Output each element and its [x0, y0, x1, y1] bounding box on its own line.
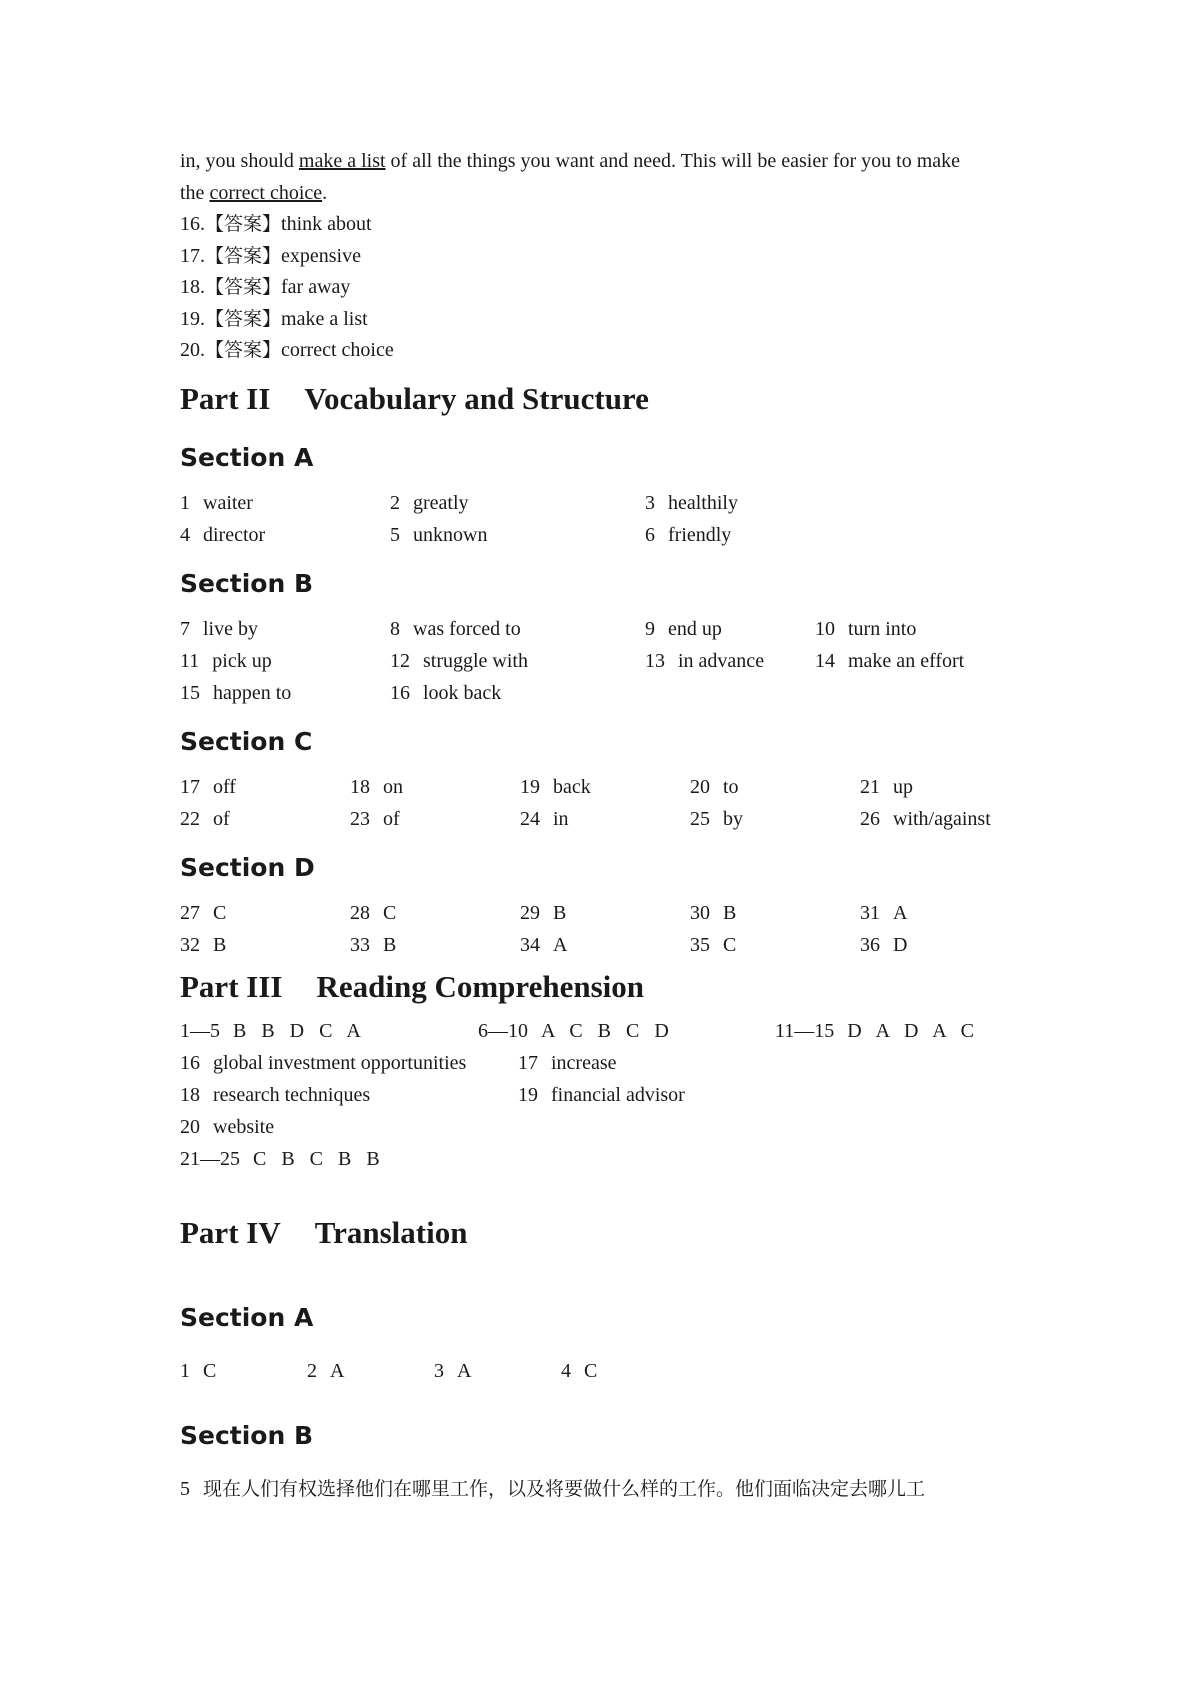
section-heading: Section C	[180, 726, 313, 756]
item-answer: global investment opportunities	[213, 1051, 467, 1074]
grid-item	[180, 897, 226, 929]
item-answer: up	[893, 775, 913, 798]
answer-line	[180, 335, 1020, 367]
grid-item	[390, 613, 521, 645]
item-number: 6	[645, 523, 655, 546]
item-number: 26	[860, 807, 880, 830]
grid-item	[390, 645, 528, 677]
item-answer: website	[213, 1115, 275, 1138]
grid-item	[180, 1473, 925, 1505]
section-c-grid	[180, 771, 1020, 835]
item-number: 9	[645, 617, 655, 640]
grid-item	[180, 1143, 380, 1175]
item-answer: of	[213, 807, 230, 830]
grid-item	[180, 1015, 361, 1047]
item-answer: waiter	[203, 491, 253, 514]
grid-item	[690, 929, 736, 961]
item-answer: friendly	[668, 523, 732, 546]
grid-item	[518, 1047, 617, 1079]
item-number: 6—10	[478, 1019, 528, 1042]
grid-row	[180, 897, 1020, 929]
intro-paragraph	[180, 145, 1020, 209]
item-number: 18	[180, 1083, 200, 1106]
item-answer: A	[330, 1359, 345, 1382]
grid-item	[520, 897, 566, 929]
item-answer: live by	[203, 617, 258, 640]
item-answer: by	[723, 807, 743, 830]
item-answer: B	[553, 901, 567, 924]
item-number: 5	[390, 523, 400, 546]
item-number: 1—5	[180, 1019, 220, 1042]
grid-item	[860, 803, 991, 835]
grid-item	[775, 1015, 974, 1047]
part-heading	[180, 967, 1020, 1007]
item-answer: C	[723, 933, 737, 956]
item-number: 25	[690, 807, 710, 830]
item-number: 11	[180, 649, 200, 672]
answers-list	[180, 209, 1020, 367]
item-answer: D A D A C	[847, 1019, 974, 1042]
grid-item	[520, 929, 567, 961]
item-answer: unknown	[413, 523, 488, 546]
underlined-phrase: correct choice	[209, 182, 323, 204]
grid-item	[434, 1355, 471, 1387]
grid-item	[860, 897, 907, 929]
item-number: 2	[307, 1359, 317, 1382]
item-answer: of	[383, 807, 400, 830]
section-heading: Section D	[180, 852, 315, 882]
item-answer: in advance	[678, 649, 765, 672]
grid-item	[350, 803, 400, 835]
grid-row	[180, 645, 1020, 677]
item-number: 32	[180, 933, 200, 956]
grid-item	[561, 1355, 597, 1387]
answer-number: 16.	[180, 213, 205, 235]
item-number: 17	[518, 1051, 538, 1074]
item-answer: was forced to	[413, 617, 521, 640]
grid-item	[350, 929, 396, 961]
item-answer: D	[893, 933, 908, 956]
item-number: 16	[390, 681, 410, 704]
grid-item	[180, 1355, 216, 1387]
part-heading	[180, 379, 1020, 419]
item-number: 28	[350, 901, 370, 924]
part-number: Part II	[180, 380, 271, 416]
item-answer: healthily	[668, 491, 738, 514]
item-number: 5	[180, 1477, 190, 1500]
item-number: 33	[350, 933, 370, 956]
section-b-grid	[180, 613, 1020, 709]
item-number: 2	[390, 491, 400, 514]
item-answer: B	[383, 933, 397, 956]
grid-item	[860, 929, 907, 961]
item-answer: C	[203, 1359, 217, 1382]
intro-text: the	[180, 182, 210, 204]
grid-item	[390, 487, 469, 519]
item-number: 3	[645, 491, 655, 514]
grid-item	[690, 803, 743, 835]
intro-text: of all the things you want and need. This will be easier for you to make	[385, 150, 961, 172]
item-answer: director	[203, 523, 266, 546]
item-answer: increase	[551, 1051, 617, 1074]
section-heading: Section A	[180, 442, 314, 472]
grid-item	[815, 613, 916, 645]
intro-text: .	[322, 182, 328, 204]
item-number: 24	[520, 807, 540, 830]
item-number: 4	[180, 523, 190, 546]
grid-row	[180, 1355, 1020, 1387]
grid-item	[645, 487, 738, 519]
grid-row	[180, 1111, 1020, 1143]
answer-tag: 【答案】	[205, 339, 282, 361]
grid-item	[520, 771, 591, 803]
answer-text: think about	[281, 213, 372, 235]
answer-tag: 【答案】	[205, 213, 282, 235]
answer-line	[180, 241, 1020, 273]
answer-text: correct choice	[281, 339, 394, 361]
item-number: 35	[690, 933, 710, 956]
item-number: 12	[390, 649, 410, 672]
grid-item	[390, 677, 501, 709]
item-answer: B B D C A	[233, 1019, 361, 1042]
answer-text: make a list	[281, 307, 368, 330]
item-answer: back	[553, 775, 591, 798]
item-answer: end up	[668, 617, 722, 640]
grid-item	[645, 519, 731, 551]
answer-number: 17.	[180, 244, 205, 267]
grid-item	[180, 929, 226, 961]
item-number: 34	[520, 933, 540, 956]
part-title: Reading Comprehension	[316, 968, 645, 1004]
grid-item	[180, 487, 253, 519]
part-title: Translation	[314, 1214, 468, 1250]
item-answer: in	[553, 807, 569, 830]
part-number: Part IV	[180, 1214, 281, 1250]
item-answer: struggle with	[423, 649, 528, 672]
grid-item	[518, 1079, 685, 1111]
item-answer: to	[723, 775, 739, 798]
section-a-grid	[180, 487, 1020, 551]
grid-item	[390, 519, 487, 551]
grid-row	[180, 1079, 1020, 1111]
grid-item	[350, 771, 403, 803]
translation-b-item	[180, 1473, 1020, 1505]
item-answer: with/against	[893, 807, 991, 830]
item-number: 22	[180, 807, 200, 830]
item-answer: off	[213, 775, 236, 798]
section-heading: Section A	[180, 1302, 314, 1332]
grid-row	[180, 1143, 1020, 1175]
item-number: 16	[180, 1051, 200, 1074]
grid-item	[860, 771, 913, 803]
grid-row	[180, 1047, 1020, 1079]
item-answer: pick up	[212, 649, 272, 672]
part-number: Part III	[180, 968, 283, 1004]
underlined-phrase: make a list	[298, 150, 386, 172]
grid-item	[180, 645, 272, 677]
grid-item	[645, 613, 722, 645]
item-answer: C	[213, 901, 227, 924]
translation-a-grid	[180, 1355, 1020, 1387]
answer-line	[180, 272, 1020, 304]
item-number: 31	[860, 901, 880, 924]
answer-line	[180, 209, 1020, 241]
item-number: 11—15	[775, 1019, 835, 1042]
item-number: 17	[180, 775, 200, 798]
grid-item	[690, 897, 736, 929]
item-number: 23	[350, 807, 370, 830]
item-number: 19	[520, 775, 540, 798]
answer-text: expensive	[281, 244, 361, 267]
item-number: 14	[815, 649, 835, 672]
item-number: 20	[690, 775, 710, 798]
answer-line	[180, 304, 1020, 336]
grid-row	[180, 929, 1020, 961]
answer-text: far away	[281, 276, 351, 298]
item-answer: happen to	[213, 681, 292, 704]
grid-item	[180, 1079, 370, 1111]
item-answer: greatly	[413, 491, 469, 514]
item-answer: C	[383, 901, 397, 924]
item-answer: 现在人们有权选择他们在哪里工作，以及将要做什么样的工作。他们面临决定去哪儿工	[203, 1477, 926, 1500]
grid-row	[180, 1015, 1020, 1047]
answer-tag: 【答案】	[205, 244, 282, 267]
grid-item	[180, 771, 236, 803]
item-answer: financial advisor	[551, 1083, 685, 1106]
grid-row	[180, 1473, 1020, 1505]
grid-item	[180, 519, 265, 551]
item-answer: B	[213, 933, 227, 956]
grid-item	[815, 645, 964, 677]
grid-row	[180, 771, 1020, 803]
answer-key-page	[180, 145, 1020, 1505]
item-number: 19	[518, 1083, 538, 1106]
grid-item	[645, 645, 764, 677]
grid-row	[180, 519, 1020, 551]
item-number: 29	[520, 901, 540, 924]
item-answer: A	[553, 933, 568, 956]
reading-answers	[180, 1015, 1020, 1175]
item-number: 7	[180, 617, 190, 640]
item-answer: research techniques	[213, 1083, 371, 1106]
item-answer: B	[723, 901, 737, 924]
item-answer: on	[383, 775, 403, 798]
item-answer: C B C B B	[253, 1147, 380, 1170]
item-number: 1	[180, 491, 190, 514]
item-number: 15	[180, 681, 200, 704]
item-answer: C	[584, 1359, 598, 1382]
section-heading: Section B	[180, 568, 314, 598]
item-number: 21—25	[180, 1147, 240, 1170]
item-answer: A C B C D	[541, 1019, 669, 1042]
grid-item	[350, 897, 396, 929]
item-number: 1	[180, 1359, 190, 1382]
grid-item	[180, 613, 258, 645]
item-number: 30	[690, 901, 710, 924]
grid-item	[180, 677, 291, 709]
item-answer: make an effort	[848, 649, 965, 672]
grid-row	[180, 487, 1020, 519]
item-number: 10	[815, 617, 835, 640]
answer-number: 20.	[180, 339, 205, 361]
item-number: 21	[860, 775, 880, 798]
grid-item	[478, 1015, 669, 1047]
part-title: Vocabulary and Structure	[304, 380, 649, 416]
grid-item	[520, 803, 569, 835]
item-number: 36	[860, 933, 880, 956]
item-number: 18	[350, 775, 370, 798]
grid-row	[180, 803, 1020, 835]
section-heading: Section B	[180, 1420, 314, 1450]
grid-row	[180, 677, 1020, 709]
item-number: 13	[645, 649, 665, 672]
grid-item	[180, 1047, 466, 1079]
answer-tag: 【答案】	[205, 276, 282, 298]
intro-text: in, you should	[180, 150, 299, 172]
item-answer: turn into	[848, 617, 917, 640]
item-number: 3	[434, 1359, 444, 1382]
item-answer: A	[893, 901, 908, 924]
item-answer: look back	[423, 681, 502, 704]
item-number: 20	[180, 1115, 200, 1138]
item-number: 4	[561, 1359, 571, 1382]
grid-row	[180, 613, 1020, 645]
grid-item	[180, 1111, 274, 1143]
answer-tag: 【答案】	[205, 307, 282, 330]
grid-item	[180, 803, 230, 835]
part-heading	[180, 1213, 1020, 1253]
answer-number: 18.	[180, 276, 205, 298]
item-number: 27	[180, 901, 200, 924]
answer-number: 19.	[180, 307, 205, 330]
item-answer: A	[457, 1359, 472, 1382]
grid-item	[690, 771, 739, 803]
section-d-grid	[180, 897, 1020, 961]
item-number: 8	[390, 617, 400, 640]
grid-item	[307, 1355, 344, 1387]
